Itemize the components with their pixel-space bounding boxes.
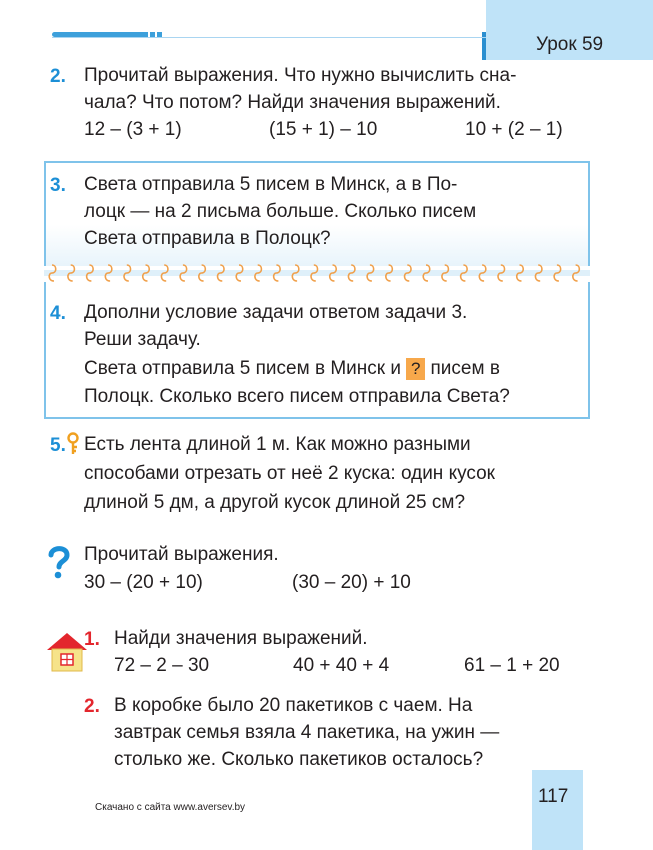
header-dot bbox=[157, 32, 162, 37]
task4-line3-end: писем в bbox=[430, 358, 500, 379]
footer-source: Скачано с сайта www.aversev.by bbox=[95, 802, 246, 813]
task5-line2: способами отрезать от неё 2 куска: один кусок bbox=[84, 463, 495, 484]
spiral-ring bbox=[236, 265, 243, 281]
spiral-ring bbox=[218, 265, 225, 281]
extra-line1: Прочитай выражения. bbox=[84, 544, 279, 565]
spiral-ring bbox=[517, 265, 524, 281]
expression: 40 + 40 + 4 bbox=[293, 655, 390, 676]
spiral-ring bbox=[348, 265, 355, 281]
task2-line2: чала? Что потом? Найди значения выражений. bbox=[84, 92, 501, 113]
spiral-ring bbox=[161, 265, 168, 281]
page-number: 117 bbox=[538, 786, 569, 807]
task3-line1: Света отправила 5 писем в Минск, а в По- bbox=[84, 174, 458, 195]
expression: (15 + 1) – 10 bbox=[269, 119, 378, 140]
task5-line3: длиной 5 дм, а другой кусок длиной 25 см? bbox=[84, 492, 466, 513]
expression: 72 – 2 – 30 bbox=[114, 655, 210, 676]
spiral-ring bbox=[87, 265, 94, 281]
task4-line2: Реши задачу. bbox=[84, 329, 201, 350]
expression: 30 – (20 + 10) bbox=[84, 572, 203, 593]
spiral-ring bbox=[367, 265, 374, 281]
task5-line1: Есть лента длиной 1 м. Как можно разными bbox=[84, 434, 471, 455]
spiral-ring bbox=[535, 265, 542, 281]
task2-line1: Прочитай выражения. Что нужно вычислить сна- bbox=[84, 65, 517, 86]
homework2-line1: В коробке было 20 пакетиков с чаем. На bbox=[114, 695, 473, 716]
spiral-ring bbox=[498, 265, 505, 281]
question-icon bbox=[46, 544, 72, 580]
task-number: 3. bbox=[50, 175, 66, 196]
spiral-ring bbox=[143, 265, 150, 281]
task4-line3-start: Света отправила 5 писем в Минск и bbox=[84, 358, 401, 379]
spiral-ring bbox=[573, 265, 580, 281]
spiral-ring bbox=[255, 265, 262, 281]
task-number: 2. bbox=[50, 66, 66, 87]
spiral-ring bbox=[292, 265, 299, 281]
homework2-line3: столько же. Сколько пакетиков осталось? bbox=[114, 749, 484, 770]
answer-placeholder: ? bbox=[406, 358, 425, 380]
spiral-ring bbox=[386, 265, 393, 281]
expression: 10 + (2 – 1) bbox=[465, 119, 563, 140]
task4-line3 bbox=[84, 355, 500, 382]
expression: (30 – 20) + 10 bbox=[292, 572, 411, 593]
spiral-ring bbox=[461, 265, 468, 281]
spiral-ring bbox=[274, 265, 281, 281]
task-number: 1. bbox=[84, 629, 100, 650]
spiral-ring bbox=[311, 265, 318, 281]
task-number: 2. bbox=[84, 696, 100, 717]
task-number: 4. bbox=[50, 303, 66, 324]
header-dot bbox=[150, 32, 155, 37]
task3-line2: лоцк — на 2 письма больше. Сколько писем bbox=[84, 201, 477, 222]
key-icon bbox=[66, 432, 80, 456]
spiral-ring bbox=[442, 265, 449, 281]
homework2-line2: завтрак семья взяла 4 пакетика, на ужин — bbox=[114, 722, 500, 743]
spiral-ring bbox=[423, 265, 430, 281]
header-rule-thin bbox=[52, 37, 486, 38]
spiral-ring bbox=[479, 265, 486, 281]
spiral-ring bbox=[330, 265, 337, 281]
spiral-ring bbox=[180, 265, 187, 281]
spiral-binding bbox=[44, 262, 590, 284]
spiral-ring bbox=[124, 265, 131, 281]
expression: 12 – (3 + 1) bbox=[84, 119, 182, 140]
task4-line1: Дополни условие задачи ответом задачи 3. bbox=[84, 302, 468, 323]
spiral-ring bbox=[199, 265, 206, 281]
spiral-ring bbox=[68, 265, 75, 281]
expression: 61 – 1 + 20 bbox=[464, 655, 560, 676]
task4-line4: Полоцк. Сколько всего писем отправила Света? bbox=[84, 386, 510, 407]
spiral-ring bbox=[554, 265, 561, 281]
page-number-tab bbox=[532, 770, 583, 850]
lesson-title: Урок 59 bbox=[536, 34, 604, 55]
task3-line3: Света отправила в Полоцк? bbox=[84, 228, 331, 249]
spiral-ring bbox=[405, 265, 412, 281]
homework1-line1: Найди значения выражений. bbox=[114, 628, 368, 649]
task-number: 5. bbox=[50, 435, 66, 456]
spiral-ring bbox=[105, 265, 112, 281]
spiral-ring bbox=[49, 265, 56, 281]
